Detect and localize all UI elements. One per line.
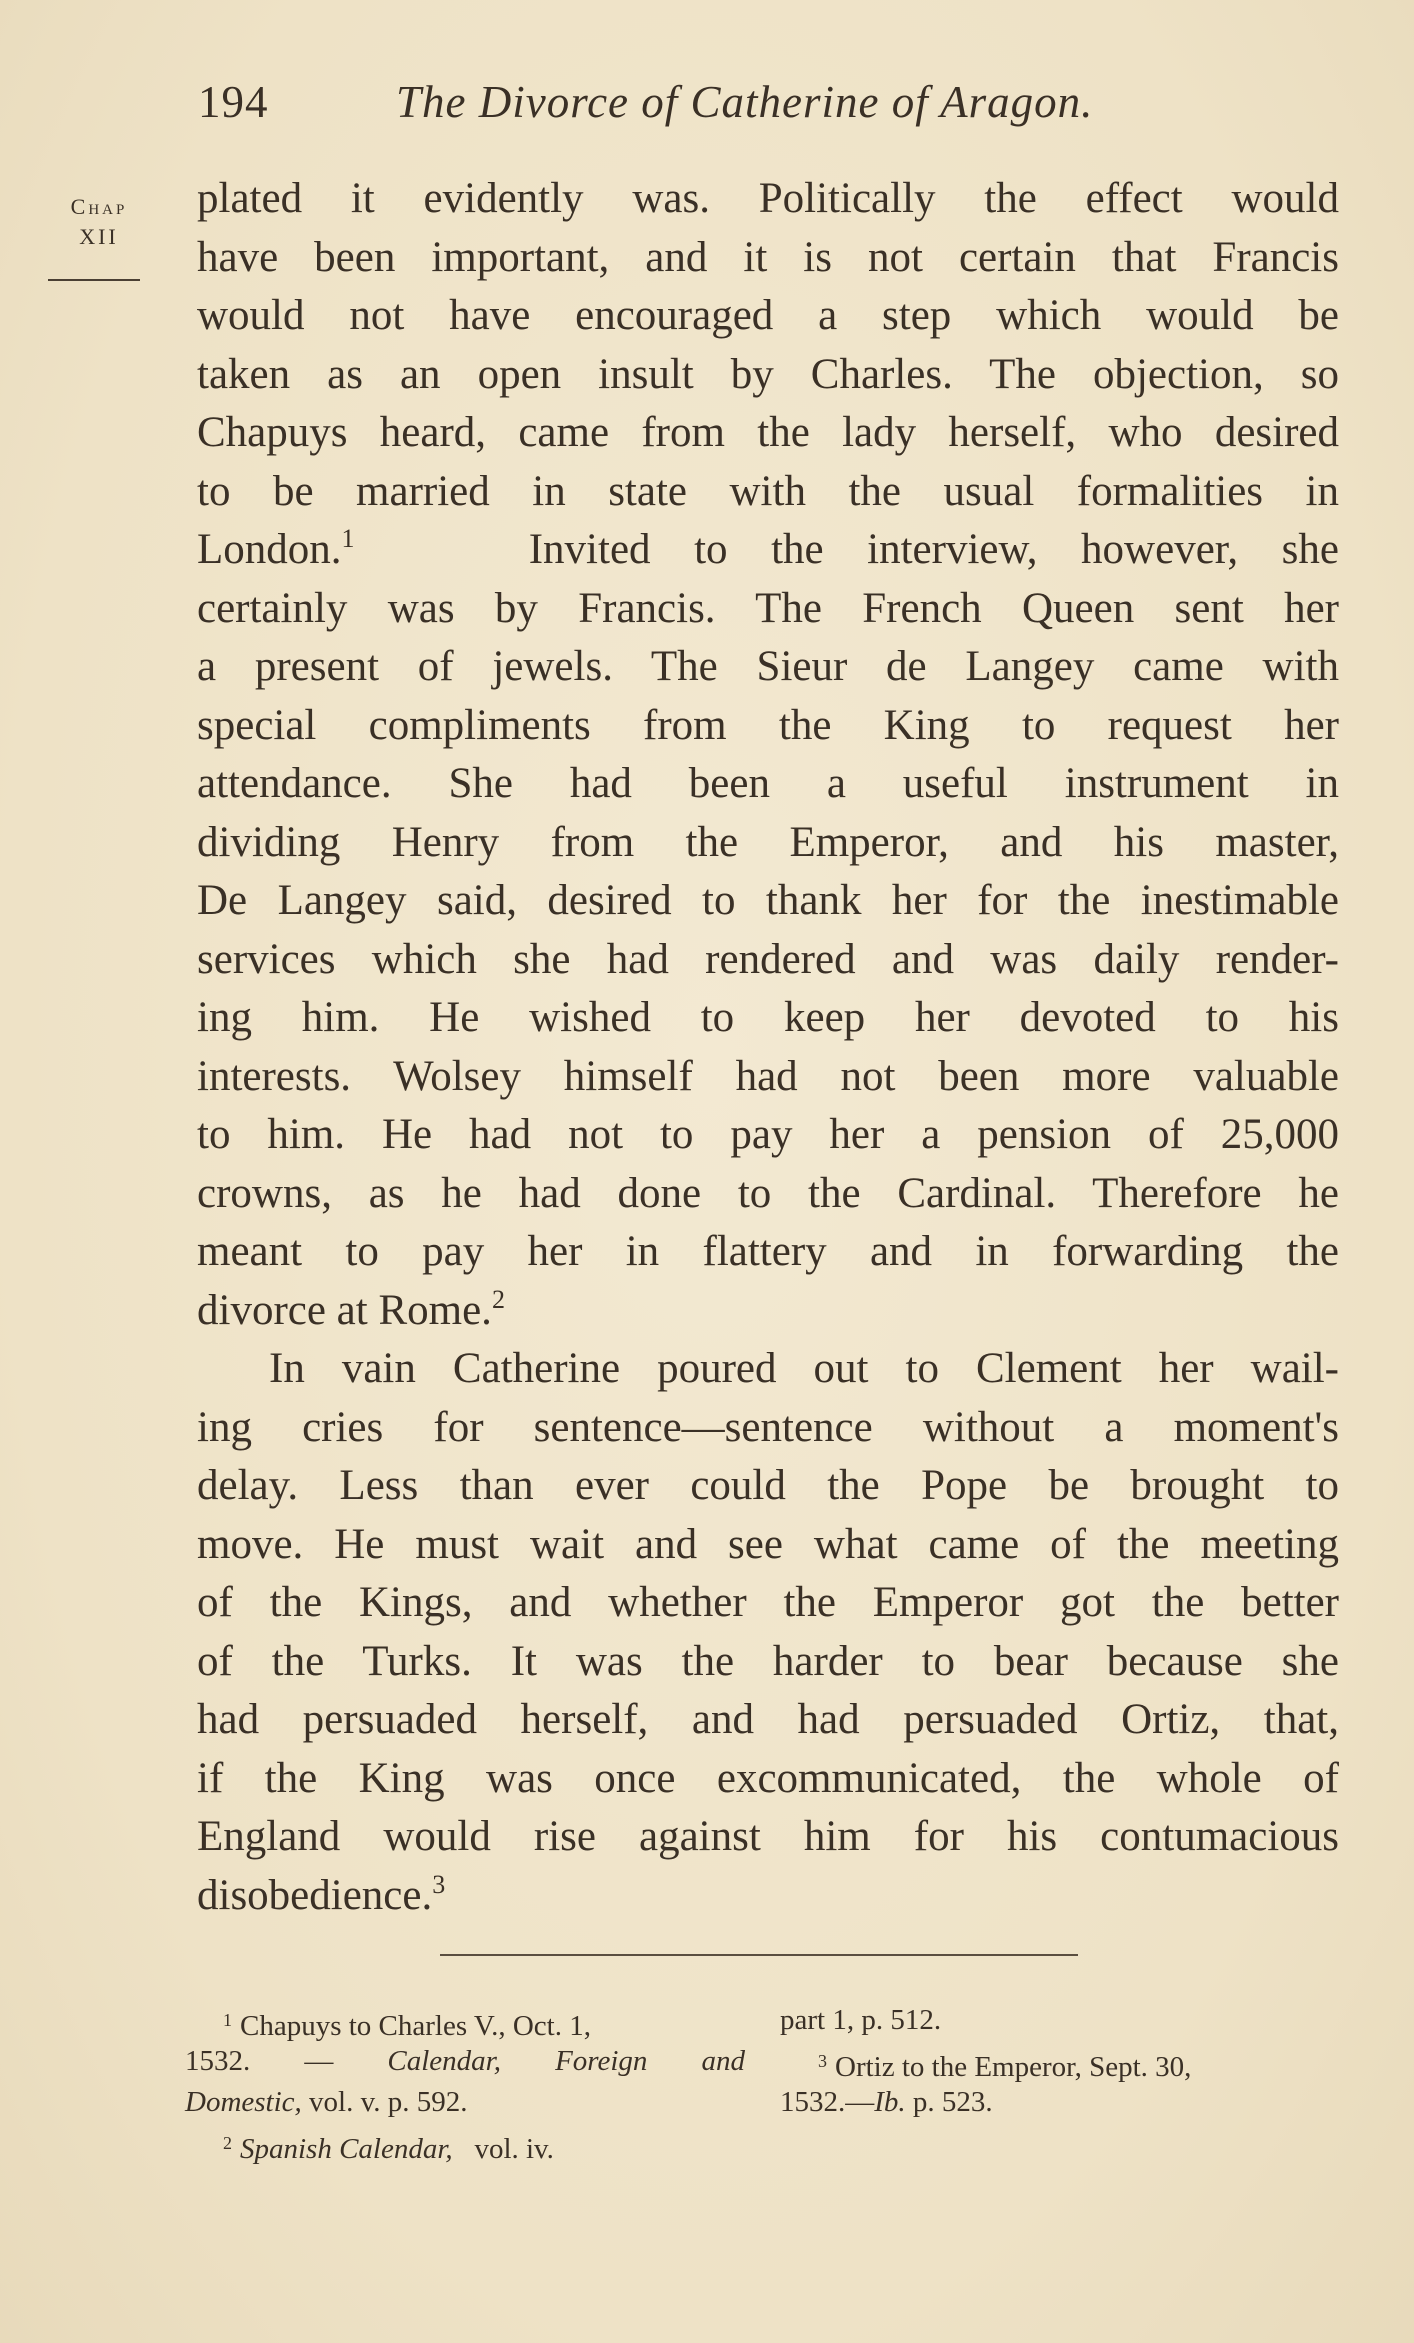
- text-line: [197, 521, 1339, 580]
- footnote-number: 2: [223, 2133, 232, 2153]
- text-line: if the King was once excommunicated, the whole of: [197, 1754, 1339, 1802]
- text-line: attendance. She had been a useful instrument in: [197, 760, 1339, 807]
- text-line: move. He must wait and see what came of the meeting: [197, 1520, 1339, 1568]
- text-line: ing cries for sentence—sentence without a moment's: [197, 1403, 1339, 1451]
- footnote-text: vol. iv.: [474, 2133, 554, 2165]
- text-line: meant to pay her in flattery and in forwarding the: [197, 1228, 1339, 1275]
- footnote-text: 1532. —: [185, 2045, 334, 2077]
- text-line: [197, 1867, 1339, 1926]
- footnote-text: Ortiz to the Emperor, Sept. 30,: [835, 2051, 1192, 2083]
- text-line: taken as an open insult by Charles. The objection, so: [197, 350, 1339, 398]
- text-line: [197, 1282, 1339, 1341]
- footnote-text: Ib.: [874, 2086, 906, 2118]
- page-number: 194: [198, 77, 269, 127]
- chapter-rule: [48, 279, 140, 281]
- chapter-marker: [54, 192, 144, 252]
- footnotes: [185, 2000, 1345, 2200]
- footnote-line: [780, 2082, 1340, 2123]
- text-line: have been important, and it is not certain that Francis: [197, 233, 1339, 281]
- text-segment: divorce at Rome.: [197, 1286, 492, 1334]
- footnote-text: Spanish Calendar,: [240, 2133, 453, 2165]
- text-line: delay. Less than ever could the Pope be brought to: [197, 1462, 1339, 1509]
- footnote-divider: [440, 1954, 1078, 1956]
- text-line: special compliments from the King to request her: [197, 701, 1339, 749]
- text-line: of the Turks. It was the harder to bear because she: [197, 1637, 1339, 1685]
- text-line: to him. He had not to pay her a pension of 25,000: [197, 1111, 1339, 1158]
- footnote-column-right: [780, 2000, 1340, 2123]
- footnote-number: 1: [223, 2010, 232, 2030]
- chapter-number: XII: [79, 224, 119, 249]
- text-line: would not have encouraged a step which would be: [197, 292, 1339, 339]
- chapter-label: Chap: [70, 194, 128, 219]
- footnote-text: vol. v. p. 592.: [309, 2086, 468, 2118]
- text-line: a present of jewels. The Sieur de Langey came with: [197, 643, 1339, 690]
- running-title: The Divorce of Catherine of Aragon.: [396, 77, 1094, 127]
- text-line: had persuaded herself, and had persuaded Ortiz, that,: [197, 1696, 1339, 1743]
- body-text: [197, 170, 1339, 1925]
- footnote-line: [780, 2041, 1340, 2082]
- footnote-text: 1532.—: [780, 2086, 875, 2118]
- text-segment: disobedience.: [197, 1871, 433, 1919]
- footnote-text: Domestic,: [185, 2086, 302, 2118]
- footnote-ref[interactable]: 2: [491, 1284, 505, 1314]
- text-line: De Langey said, desired to thank her for the inestimable: [197, 877, 1339, 924]
- footnote-text: Calendar, Foreign and: [387, 2045, 745, 2077]
- text-line: ing him. He wished to keep her devoted to his: [197, 994, 1339, 1041]
- running-head: [198, 72, 1198, 132]
- text-line: of the Kings, and whether the Emperor got the better: [197, 1579, 1339, 1626]
- footnote-column-left: [185, 2000, 745, 2164]
- text-line: interests. Wolsey himself had not been more valuable: [197, 1052, 1339, 1100]
- text-line: dividing Henry from the Emperor, and his master,: [197, 818, 1339, 866]
- text-line: In vain Catherine poured out to Clement her wail-: [269, 1345, 1339, 1392]
- text-line: crowns, as he had done to the Cardinal. Therefore he: [197, 1169, 1339, 1217]
- footnote-ref[interactable]: 1: [341, 524, 355, 553]
- text-segment: London.: [197, 526, 342, 573]
- footnote-text: p. 523.: [912, 2086, 993, 2118]
- footnote-line: [185, 2000, 745, 2041]
- text-line: certainly was by Francis. The French Queen sent her: [197, 584, 1339, 632]
- footnote-text: Chapuys to Charles V., Oct. 1,: [240, 2010, 591, 2042]
- text-line: plated it evidently was. Politically the effect would: [197, 175, 1339, 222]
- text-segment: Invited to the interview, however, she: [528, 526, 1339, 573]
- footnote-line: [185, 2041, 745, 2082]
- footnote-line: [185, 2082, 745, 2123]
- footnote-line: part 1, p. 512.: [780, 2004, 942, 2036]
- footnote-ref[interactable]: 3: [432, 1869, 446, 1899]
- text-line: England would rise against him for his contumacious: [197, 1813, 1339, 1860]
- text-line: Chapuys heard, came from the lady herself, who desired: [197, 409, 1339, 456]
- footnote-line: [185, 2123, 745, 2164]
- footnote-number: 3: [818, 2051, 827, 2071]
- text-line: to be married in state with the usual formalities in: [197, 467, 1339, 515]
- text-line: services which she had rendered and was daily render-: [197, 935, 1339, 983]
